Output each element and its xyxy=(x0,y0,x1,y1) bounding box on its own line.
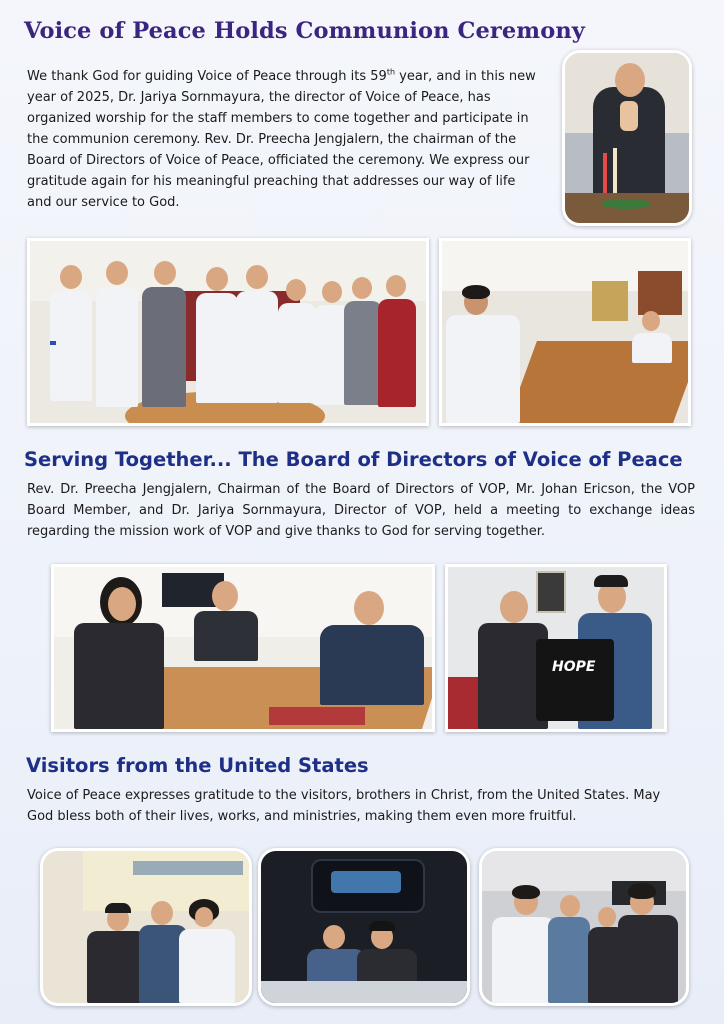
section-heading-visitors: Visitors from the United States xyxy=(26,754,369,777)
photo-hope-shirt xyxy=(445,564,667,732)
section-board-paragraph: Rev. Dr. Preecha Jengjalern, Chairman of the Board of Directors of VOP, Mr. Johan Ericson, the VOP Board Member, and Dr. Jariya Sornmayura, Director of VOP, held a meeting to exchange ideas regarding the mission work of VOP and give thanks to God for serving together. xyxy=(27,482,695,539)
intro-text-part1: We thank God for guiding Voice of Peace through its 59 xyxy=(27,69,387,84)
photo-meeting-room xyxy=(439,238,691,426)
photo-visitors-banner xyxy=(40,848,252,1006)
shirt-print-text: HOPE xyxy=(552,659,596,675)
photo-board-meeting xyxy=(51,564,435,732)
section-visitors-paragraph: Voice of Peace expresses gratitude to the visitors, brothers in Christ, from the United States. May God bless both of their lives, works, and ministries, making them even more fruitful. xyxy=(27,788,661,824)
photo-radio-studio xyxy=(258,848,470,1006)
section-heading-board: Serving Together... The Board of Directors of Voice of Peace xyxy=(24,448,683,471)
intro-paragraph xyxy=(27,66,542,213)
photo-staff-group xyxy=(27,238,429,426)
photo-visitors-hallway xyxy=(479,848,689,1006)
photo-praying-man xyxy=(562,50,692,226)
page-title: Voice of Peace Holds Communion Ceremony xyxy=(24,18,585,44)
intro-text-part2: year, and in this new year of 2025, Dr. Jariya Sornmayura, the director of Voice of Peace, has organized worship for the staff members to come together and participate in the communion ceremony. Rev. Dr. Preecha Jengjalern, the chairman of the Board of Directors of Voice of Peace, officiated the ceremony. We express our gratitude again for his meaningful preaching that addresses our way of life and our service to God. xyxy=(27,69,536,210)
intro-ordinal-suffix: th xyxy=(386,67,396,77)
